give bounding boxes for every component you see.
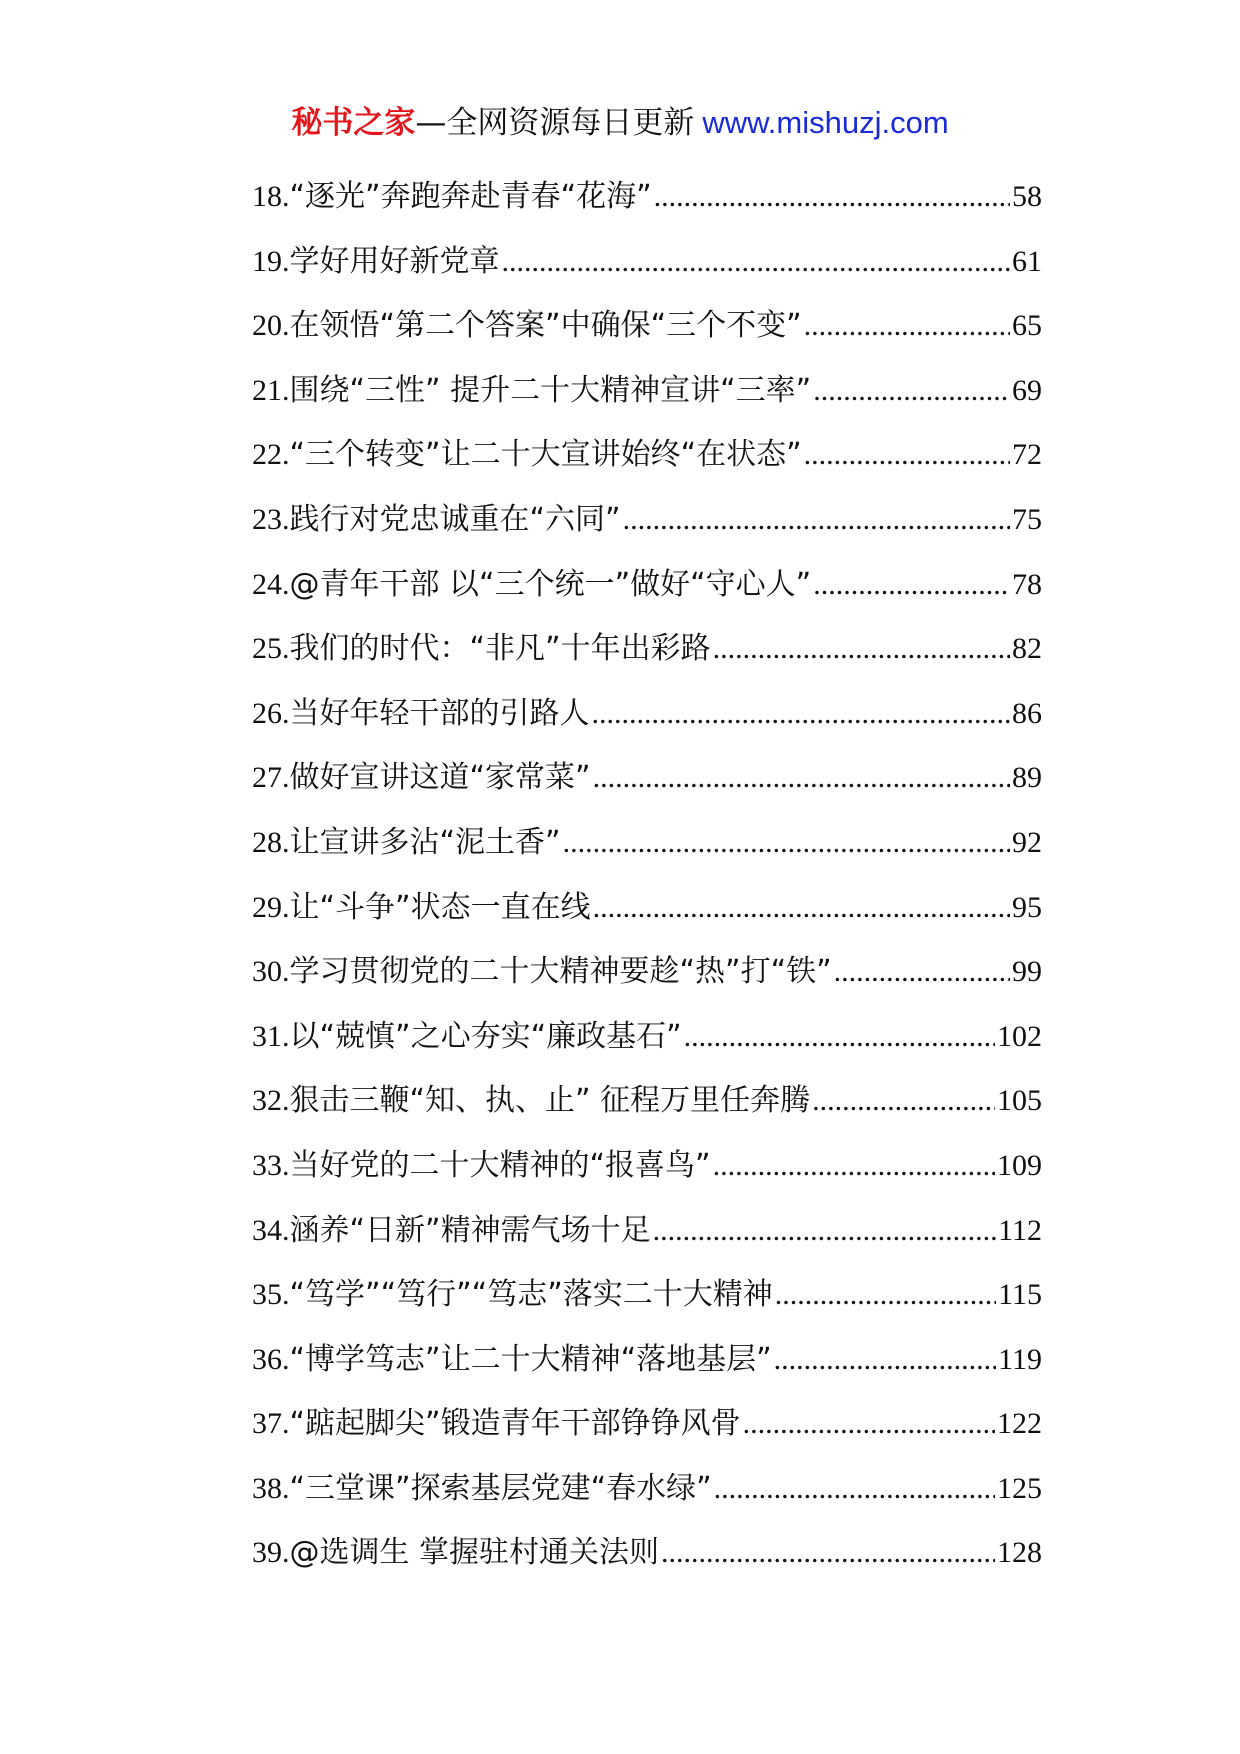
toc-page-number: 69 (1012, 373, 1042, 407)
toc-entry-title (252, 1069, 810, 1134)
brand-name: 秘书之家 (291, 105, 416, 141)
toc-entry-title (252, 682, 590, 747)
toc-entry-title (252, 294, 802, 359)
toc-entry-number: 23. (252, 502, 290, 536)
toc-entry-number: 22. (252, 438, 290, 472)
toc-dot-leader (623, 488, 1010, 553)
toc-entry-number: 21. (252, 373, 290, 407)
toc-entry-text: 以“兢慎”之心夯实“廉政基石” (289, 1018, 682, 1054)
table-of-contents (252, 165, 1042, 1586)
site-tagline: —全网资源每日更新 (415, 105, 695, 141)
toc-entry-number: 28. (252, 825, 290, 859)
toc-dot-leader (593, 876, 1010, 941)
toc-page-number: 115 (998, 1278, 1042, 1312)
toc-entry-text: 践行对党忠诚重在“六同” (289, 501, 621, 537)
toc-entry-number: 29. (252, 890, 290, 924)
toc-page-number: 92 (1012, 825, 1042, 859)
toc-entry-title (252, 1263, 773, 1328)
toc-page-number: 119 (998, 1342, 1042, 1376)
toc-entry-number: 31. (252, 1019, 290, 1053)
toc-entry-number: 32. (252, 1084, 290, 1118)
toc-entry-number: 25. (252, 632, 290, 666)
toc-entry[interactable] (252, 811, 1042, 876)
toc-dot-leader (592, 682, 1011, 747)
toc-entry[interactable] (252, 1069, 1042, 1134)
toc-entry[interactable] (252, 1263, 1042, 1328)
toc-page-number: 128 (997, 1536, 1042, 1570)
toc-entry-number: 37. (252, 1407, 290, 1441)
toc-page-number: 125 (997, 1471, 1042, 1505)
toc-entry-title (252, 1134, 711, 1199)
toc-entry-title (252, 617, 711, 682)
toc-entry[interactable] (252, 553, 1042, 618)
toc-entry-title (252, 1005, 682, 1070)
toc-entry-text: 做好宣讲这道“家常菜” (289, 760, 591, 796)
toc-page-number: 105 (997, 1084, 1042, 1118)
toc-page-number: 61 (1012, 244, 1042, 278)
toc-entry[interactable] (252, 746, 1042, 811)
toc-dot-leader (775, 1263, 996, 1328)
toc-entry[interactable] (252, 940, 1042, 1005)
toc-dot-leader (713, 617, 1010, 682)
toc-entry-title (252, 165, 652, 230)
toc-entry-number: 39. (252, 1536, 290, 1570)
site-header (0, 100, 1240, 146)
toc-entry-number: 27. (252, 761, 290, 795)
toc-entry-text: 当好年轻干部的引路人 (289, 695, 590, 731)
toc-entry-text: 让宣讲多沾“泥土香” (289, 824, 561, 860)
toc-entry-title (252, 553, 811, 618)
toc-entry[interactable] (252, 359, 1042, 424)
toc-entry-number: 18. (252, 180, 290, 213)
toc-page-number: 86 (1012, 696, 1042, 730)
toc-entry-text: 学习贯彻党的二十大精神要趁“热”打“铁” (289, 954, 832, 990)
toc-page-number: 58 (1012, 180, 1042, 213)
toc-entry[interactable] (252, 1005, 1042, 1070)
toc-entry-text: 让“斗争”状态一直在线 (289, 889, 591, 925)
toc-entry-title (252, 488, 621, 553)
toc-dot-leader (812, 1069, 995, 1134)
toc-entry[interactable] (252, 1392, 1042, 1457)
toc-page-number: 82 (1012, 632, 1042, 666)
toc-entry-title (252, 1521, 659, 1586)
toc-entry-text: “踮起脚尖”锻造青年干部铮铮风骨 (289, 1406, 741, 1442)
toc-entry-title (252, 1457, 712, 1522)
toc-entry-text: “笃学”“笃行”“笃志”落实二十大精神 (289, 1277, 773, 1313)
toc-entry-text: 围绕“三性” 提升二十大精神宣讲“三率” (289, 372, 812, 408)
toc-entry[interactable] (252, 1521, 1042, 1586)
toc-entry-text: 在领悟“第二个答案”中确保“三个不变” (289, 308, 802, 344)
toc-entry-text: “三个转变”让二十大宣讲始终“在状态” (289, 437, 802, 473)
toc-entry-title (252, 1328, 772, 1393)
toc-dot-leader (684, 1005, 995, 1070)
toc-entry-title (252, 230, 500, 295)
toc-entry[interactable] (252, 617, 1042, 682)
toc-page-number: 112 (998, 1213, 1042, 1247)
toc-dot-leader (713, 1134, 995, 1199)
toc-entry-number: 20. (252, 309, 290, 343)
toc-dot-leader (804, 294, 1010, 359)
toc-entry-text: @青年干部 以“三个统一”做好“守心人” (289, 566, 812, 602)
toc-page-number: 99 (1012, 955, 1042, 989)
site-url[interactable]: www.mishuzj.com (702, 105, 949, 140)
toc-entry-title (252, 746, 591, 811)
toc-dot-leader (834, 940, 1010, 1005)
toc-entry-text: 狠击三鞭“知、执、止” 征程万里任奔腾 (289, 1083, 811, 1119)
toc-page-number: 89 (1012, 761, 1042, 795)
toc-dot-leader (743, 1392, 995, 1457)
toc-page-number: 109 (997, 1148, 1042, 1182)
toc-entry-text: @选调生 掌握驻村通关法则 (289, 1535, 660, 1571)
toc-entry-number: 19. (252, 244, 290, 278)
toc-dot-leader (653, 1199, 997, 1264)
toc-page-number: 102 (997, 1019, 1042, 1053)
toc-page-number: 72 (1012, 438, 1042, 472)
toc-dot-leader (502, 230, 1011, 295)
toc-page-number: 75 (1012, 502, 1042, 536)
toc-entry[interactable] (252, 1457, 1042, 1522)
toc-entry-number: 34. (252, 1213, 290, 1247)
toc-page-number: 95 (1012, 890, 1042, 924)
toc-dot-leader (654, 165, 1010, 230)
toc-dot-leader (774, 1328, 996, 1393)
toc-entry[interactable] (252, 1134, 1042, 1199)
toc-entry-text: 涵养“日新”精神需气场十足 (289, 1212, 651, 1248)
toc-entry[interactable] (252, 682, 1042, 747)
toc-entry-number: 26. (252, 696, 290, 730)
toc-entry-text: “三堂课”探索基层党建“春水绿” (289, 1470, 712, 1506)
toc-entry[interactable] (252, 876, 1042, 941)
toc-entry-number: 33. (252, 1148, 290, 1182)
toc-entry-title (252, 359, 811, 424)
toc-entry[interactable] (252, 488, 1042, 553)
toc-dot-leader (661, 1521, 995, 1586)
toc-entry-text: “博学笃志”让二十大精神“落地基层” (289, 1341, 772, 1377)
toc-entry-text: 我们的时代：“非凡”十年出彩路 (289, 631, 711, 667)
toc-entry-number: 24. (252, 567, 290, 601)
toc-entry-title (252, 1199, 651, 1264)
toc-entry-number: 35. (252, 1278, 290, 1312)
toc-dot-leader (813, 553, 1010, 618)
toc-entry[interactable] (252, 294, 1042, 359)
toc-entry-number: 38. (252, 1471, 290, 1505)
toc-entry-text: 当好党的二十大精神的“报喜鸟” (289, 1147, 711, 1183)
toc-entry-title (252, 876, 591, 941)
toc-entry[interactable] (252, 165, 1042, 230)
toc-page-number: 122 (997, 1407, 1042, 1441)
toc-dot-leader (714, 1457, 995, 1522)
toc-dot-leader (813, 359, 1010, 424)
toc-entry-text: 学好用好新党章 (289, 243, 500, 279)
toc-dot-leader (593, 746, 1010, 811)
toc-entry-text: “逐光”奔跑奔赴青春“花海” (289, 179, 652, 214)
toc-page-number: 65 (1012, 309, 1042, 343)
toc-entry[interactable] (252, 1199, 1042, 1264)
toc-entry[interactable] (252, 423, 1042, 488)
toc-entry-title (252, 811, 561, 876)
toc-dot-leader (563, 811, 1010, 876)
toc-entry-title (252, 1392, 741, 1457)
toc-entry-number: 36. (252, 1342, 290, 1376)
toc-entry-number: 30. (252, 955, 290, 989)
toc-entry-title (252, 423, 802, 488)
toc-entry-title (252, 940, 832, 1005)
toc-entry[interactable] (252, 230, 1042, 295)
toc-page-number: 78 (1012, 567, 1042, 601)
toc-dot-leader (804, 423, 1010, 488)
toc-entry[interactable] (252, 1328, 1042, 1393)
